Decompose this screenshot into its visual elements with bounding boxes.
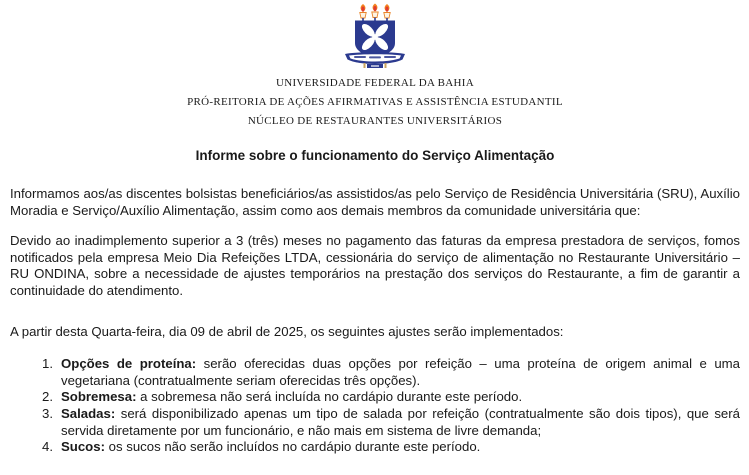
org-university: UNIVERSIDADE FEDERAL DA BAHIA [275, 77, 475, 89]
list-item [10, 356, 740, 389]
list-item-number: 1. [42, 356, 53, 372]
list-item [10, 389, 740, 406]
list-item-label: Sobremesa: [61, 389, 137, 405]
paragraph-intro: Informamos aos/as discentes bolsistas beneficiários/as assistidos/as pelo Serviço de Residência Universitária (SRU), Auxílio Moradia e Serviço/Auxílio Alimentação, assim como aos demais membros da comunidade universitária que: [10, 186, 740, 218]
page-title: Informe sobre o funcionamento do Serviço Alimentação [195, 148, 555, 163]
list-item-text: os sucos não serão incluídos no cardápio durante este período. [108, 439, 481, 455]
torch-icon [360, 4, 366, 21]
list-item-text: a sobremesa não será incluída no cardápio durante este período. [140, 389, 523, 405]
list-item-label: Saladas: [61, 405, 116, 421]
torch-icon [384, 4, 390, 21]
org-pro-rectory: PRÓ-REITORIA DE AÇÕES AFIRMATIVAS E ASSISTÊNCIA ESTUDANTIL [187, 96, 563, 108]
list-item-text: serão oferecidas duas opções por refeição – uma proteína de origem animal e uma vegetariana (contratualmente seriam oferecidas três opções). [61, 356, 740, 388]
list-item-label: Opções de proteína: [61, 356, 197, 372]
paragraph-effective-date: A partir desta Quarta-feira, dia 09 de abril de 2025, os seguintes ajustes serão implementados: [10, 323, 564, 339]
torch-icon [372, 4, 378, 22]
ufba-coat-of-arms-icon [338, 3, 412, 69]
adjustments-list [10, 356, 740, 456]
list-item-label: Sucos: [61, 439, 105, 455]
list-item-number: 2. [42, 389, 53, 405]
list-item [10, 439, 740, 456]
list-item-number: 3. [42, 405, 53, 421]
banner-icon [345, 52, 405, 64]
list-item [10, 406, 740, 439]
list-item-number: 4. [42, 439, 53, 455]
list-item-text: será disponibilizado apenas um tipo de salada por refeição (contratualmente são dois tipos), que será servida diretamente por um funcionário, e não mais em sistema de livre demanda; [61, 405, 740, 438]
paragraph-reason: Devido ao inadimplemento superior a 3 (três) meses no pagamento das faturas da empresa prestadora de serviços, fomos notificados pela empresa Meio Dia Refeições LTDA, cessionária do serviço de alimentação no Restaurante Universitário – RU ONDINA, sobre a necessidade de ajustes temporários na prestação dos serviços do Restaurante, a fim de garantir a continuidade do atendimento. [10, 233, 740, 298]
org-nucleus: NÚCLEO DE RESTAURANTES UNIVERSITÁRIOS [247, 115, 503, 127]
logo [10, 3, 740, 69]
